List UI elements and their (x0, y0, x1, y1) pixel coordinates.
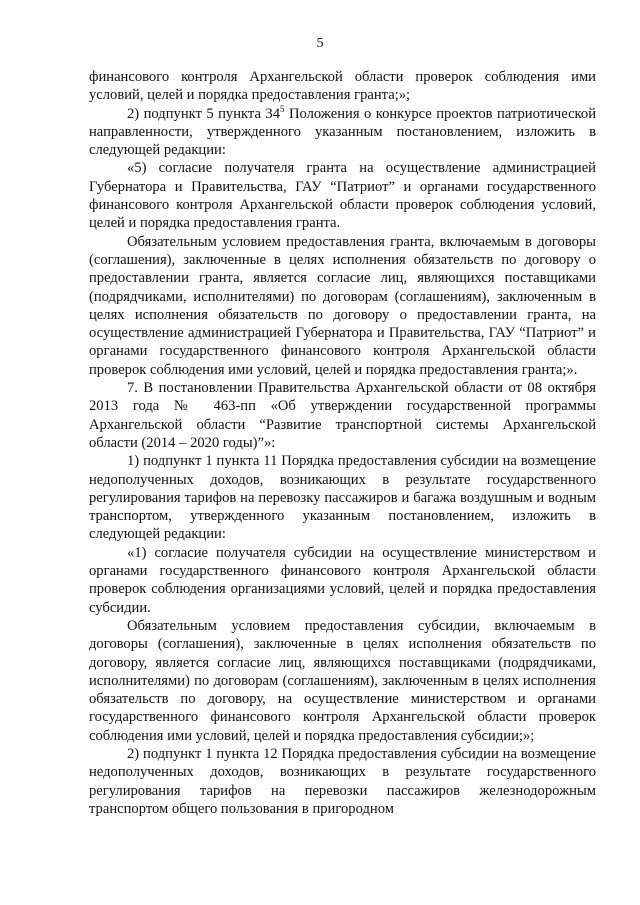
document-body (89, 68, 596, 818)
paragraph-6: 1) подпункт 1 пункта 11 Порядка предоставления субсидии на возмещение недополученных доходов, возникающих в результате государственного регулирования тарифов на перевозку пассажиров и багажа воздушным и водным транспортом, утвержденного указанным постановлением, изложить в следующей редакции: (89, 453, 596, 543)
page-number: 5 (316, 36, 324, 51)
paragraph-3: «5) согласие получателя гранта на осуществление администрацией Губернатора и Правительства, ГАУ “Патриот” и органами государственного финансового контроля Архангельской области проверок соблюдения условий, целей и порядка предоставления гранта. (89, 160, 596, 232)
paragraph-5: 7. В постановлении Правительства Архангельской области от 08 октября 2013 года № 463-пп «Об утверждении государственной программы Архангельской области “Развитие транспортной системы Архангельской области (2014 – 2020 годы)”»: (89, 380, 596, 451)
paragraph-1: финансового контроля Архангельской области проверок соблюдения ими условий, целей и порядка предоставления гранта;»; (89, 69, 596, 104)
paragraph-8: Обязательным условием предоставления субсидии, включаемым в договоры (соглашения), заключенные в целях исполнения обязательств по договору, является согласие лиц, являющихся поставщиками (подрядчиками, исполнителями) по договорам (соглашениям), заключенным в целях исполнения обязательств по договору, на осуществление министерством и органами государственного финансового контроля Архангельской области проверок соблюдения ими условий, целей и порядка предоставления субсидии;»; (89, 617, 596, 744)
paragraph-9: 2) подпункт 1 пункта 12 Порядка предоставления субсидии на возмещение недополученных доходов, возникающих в результате государственного регулирования тарифов на перевозки пассажиров железнодорожным транспортом общего пользования в пригородном (89, 745, 596, 817)
paragraph-2 (89, 105, 596, 160)
superscript: 5 (280, 103, 285, 114)
paragraph-4: Обязательным условием предоставления гранта, включаемым в договоры (соглашения), заключенные в целях исполнения обязательств по договору о предоставлении гранта, является согласие лиц, являющихся поставщиками (подрядчиками, исполнителями) по договорам (соглашениям), заключенным в целях исполнения обязательств по договору о предоставлении гранта, на осуществление администрацией Губернатора и Правительства, ГАУ “Патриот” и органами государственного финансового контроля Архангельской области проверок соблюдения ими условий, целей и порядка предоставления гранта;». (89, 233, 596, 378)
paragraph-2-end: Положения о конкурсе проектов патриотической направленности, утвержденного указанным постановлением, изложить в следующей редакции: (89, 105, 596, 159)
paragraph-2-start: 2) подпункт 5 пункта 34 (127, 105, 281, 122)
paragraph-7: «1) согласие получателя субсидии на осуществление министерством и органами государственного финансового контроля Архангельской области проверок соблюдения организациями условий, целей и порядка предоставления субсидии. (89, 544, 596, 616)
